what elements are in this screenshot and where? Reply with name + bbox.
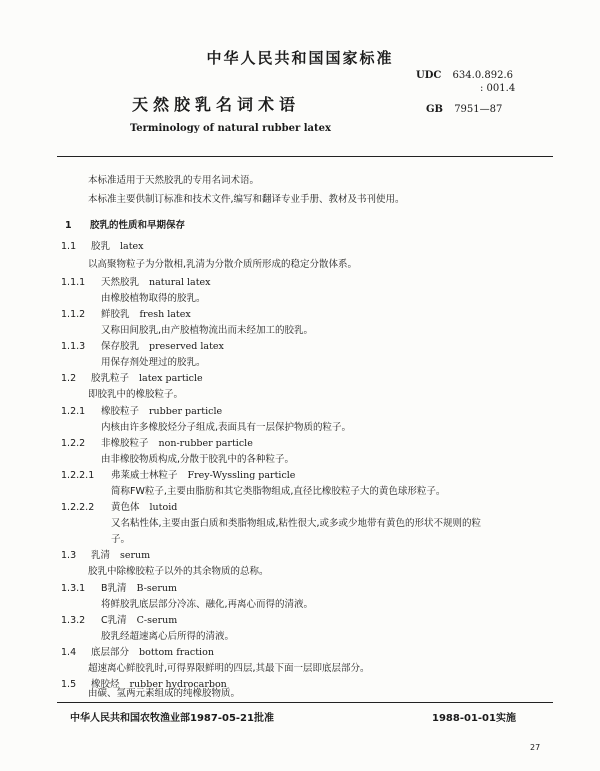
term-chinese: C乳清	[101, 615, 127, 626]
term-definition: 又称田间胶乳,由产胶植物流出而未经加工的胶乳。	[101, 325, 314, 336]
term-definition: 内核由许多橡胶烃分子组成,表面具有一层保护物质的粒子。	[101, 422, 352, 433]
approval-statement: 中华人民共和国农牧渔业部1987-05-21批准	[70, 713, 274, 724]
term-chinese: 鲜胶乳	[101, 309, 130, 320]
term-number: 1.2.2	[61, 438, 86, 449]
term-definition: 胶乳经超速离心后所得的清液。	[101, 631, 235, 642]
term-english: latex	[120, 241, 144, 252]
term-definition: 即胶乳中的橡胶粒子。	[88, 389, 184, 400]
term-chinese: B乳清	[101, 583, 127, 594]
gb-label: GB	[426, 104, 443, 115]
header-rule	[57, 156, 553, 157]
term-definition: 胶乳中除橡胶粒子以外的其余物质的总称。	[88, 566, 269, 577]
page-number: 27	[530, 743, 541, 752]
term-chinese: 橡胶粒子	[101, 406, 140, 417]
udc-value: 634.0.892.6	[452, 70, 513, 81]
term-english: fresh latex	[139, 309, 191, 320]
footer-rule	[57, 702, 553, 703]
term-english: preserved latex	[149, 341, 224, 352]
standard-title: 天然胶乳名词术语	[132, 95, 301, 114]
term-number: 1.3.1	[61, 583, 86, 594]
term-chinese: 弗莱威士林粒子	[111, 470, 178, 481]
term-definition-continued: 子。	[111, 534, 131, 545]
term-definition: 用保存剂处理过的胶乳。	[101, 357, 206, 368]
term-english: rubber particle	[149, 406, 223, 417]
term-english: B-serum	[136, 583, 178, 594]
term-number: 1.2	[61, 373, 77, 384]
term-number: 1.2.2.2	[61, 502, 95, 513]
term-english: non-rubber particle	[158, 438, 253, 449]
term-chinese: 胶乳	[91, 241, 111, 252]
term-definition: 超速离心鲜胶乳时,可得界限鲜明的四层,其最下面一层即底层部分。	[88, 663, 370, 674]
term-chinese: 底层部分	[91, 647, 130, 658]
term-chinese: 乳清	[91, 550, 111, 561]
term-definition: 将鲜胶乳底层部分冷冻、融化,再离心而得的清液。	[101, 599, 314, 610]
term-english: natural latex	[149, 277, 211, 288]
term-chinese: 橡胶烃	[91, 679, 120, 690]
term-definition: 简称FW粒子,主要由脂肪和其它类脂物组成,直径比橡胶粒子大的黄色球形粒子。	[111, 486, 446, 497]
term-chinese: 天然胶乳	[101, 277, 140, 288]
term-chinese: 保存胶乳	[101, 341, 140, 352]
term-chinese: 黄色体	[111, 502, 140, 513]
term-english: latex particle	[139, 373, 203, 384]
implementation-date: 1988-01-01实施	[432, 713, 516, 724]
term-english: lutoid	[149, 502, 178, 513]
udc-label: UDC	[416, 70, 442, 81]
term-number: 1.1.2	[61, 309, 86, 320]
term-definition: 由橡胶植物取得的胶乳。	[101, 293, 206, 304]
intro-line-1: 本标准适用于天然胶乳的专用名词术语。	[88, 175, 260, 186]
term-number: 1.1.3	[61, 341, 86, 352]
term-number: 1.2.2.1	[61, 470, 95, 481]
term-number: 1.1.1	[61, 277, 86, 288]
term-number: 1.1	[61, 241, 77, 252]
term-english: Frey-Wyssling particle	[187, 470, 296, 481]
standard-title-english: Terminology of natural rubber latex	[130, 123, 331, 134]
term-english: bottom fraction	[139, 647, 214, 658]
term-number: 1.3	[61, 550, 77, 561]
term-number: 1.3.2	[61, 615, 86, 626]
term-number: 1.4	[61, 647, 77, 658]
term-definition: 由碳、氢两元素组成的纯橡胶物质。	[88, 688, 241, 699]
term-number: 1.2.1	[61, 406, 86, 417]
term-definition: 又名粘性体,主要由蛋白质和类脂物组成,粘性很大,或多或少地带有黄色的形状不规则的粒	[111, 518, 482, 529]
intro-line-2: 本标准主要供制订标准和技术文件,编写和翻译专业手册、教材及书刊使用。	[88, 194, 405, 205]
term-english: C-serum	[136, 615, 178, 626]
term-number: 1.5	[61, 679, 77, 690]
udc-value-line2: : 001.4	[480, 83, 516, 94]
udc-code	[416, 70, 513, 81]
gb-value: 7951—87	[454, 104, 503, 115]
section-1-title: 胶乳的性质和早期保存	[90, 220, 186, 231]
term-english: serum	[120, 550, 151, 561]
term-chinese: 胶乳粒子	[91, 373, 130, 384]
term-chinese: 非橡胶粒子	[101, 438, 149, 449]
term-english: rubber hydrocarbon	[129, 679, 227, 690]
national-standard-heading: 中华人民共和国国家标准	[206, 49, 394, 67]
term-definition: 以高聚物粒子为分散相,乳清为分散介质所形成的稳定分散体系。	[88, 259, 358, 270]
section-1-number: 1	[65, 220, 72, 231]
term-definition: 由非橡胶物质构成,分散于胶乳中的各种粒子。	[101, 454, 295, 465]
gb-number	[426, 104, 502, 115]
